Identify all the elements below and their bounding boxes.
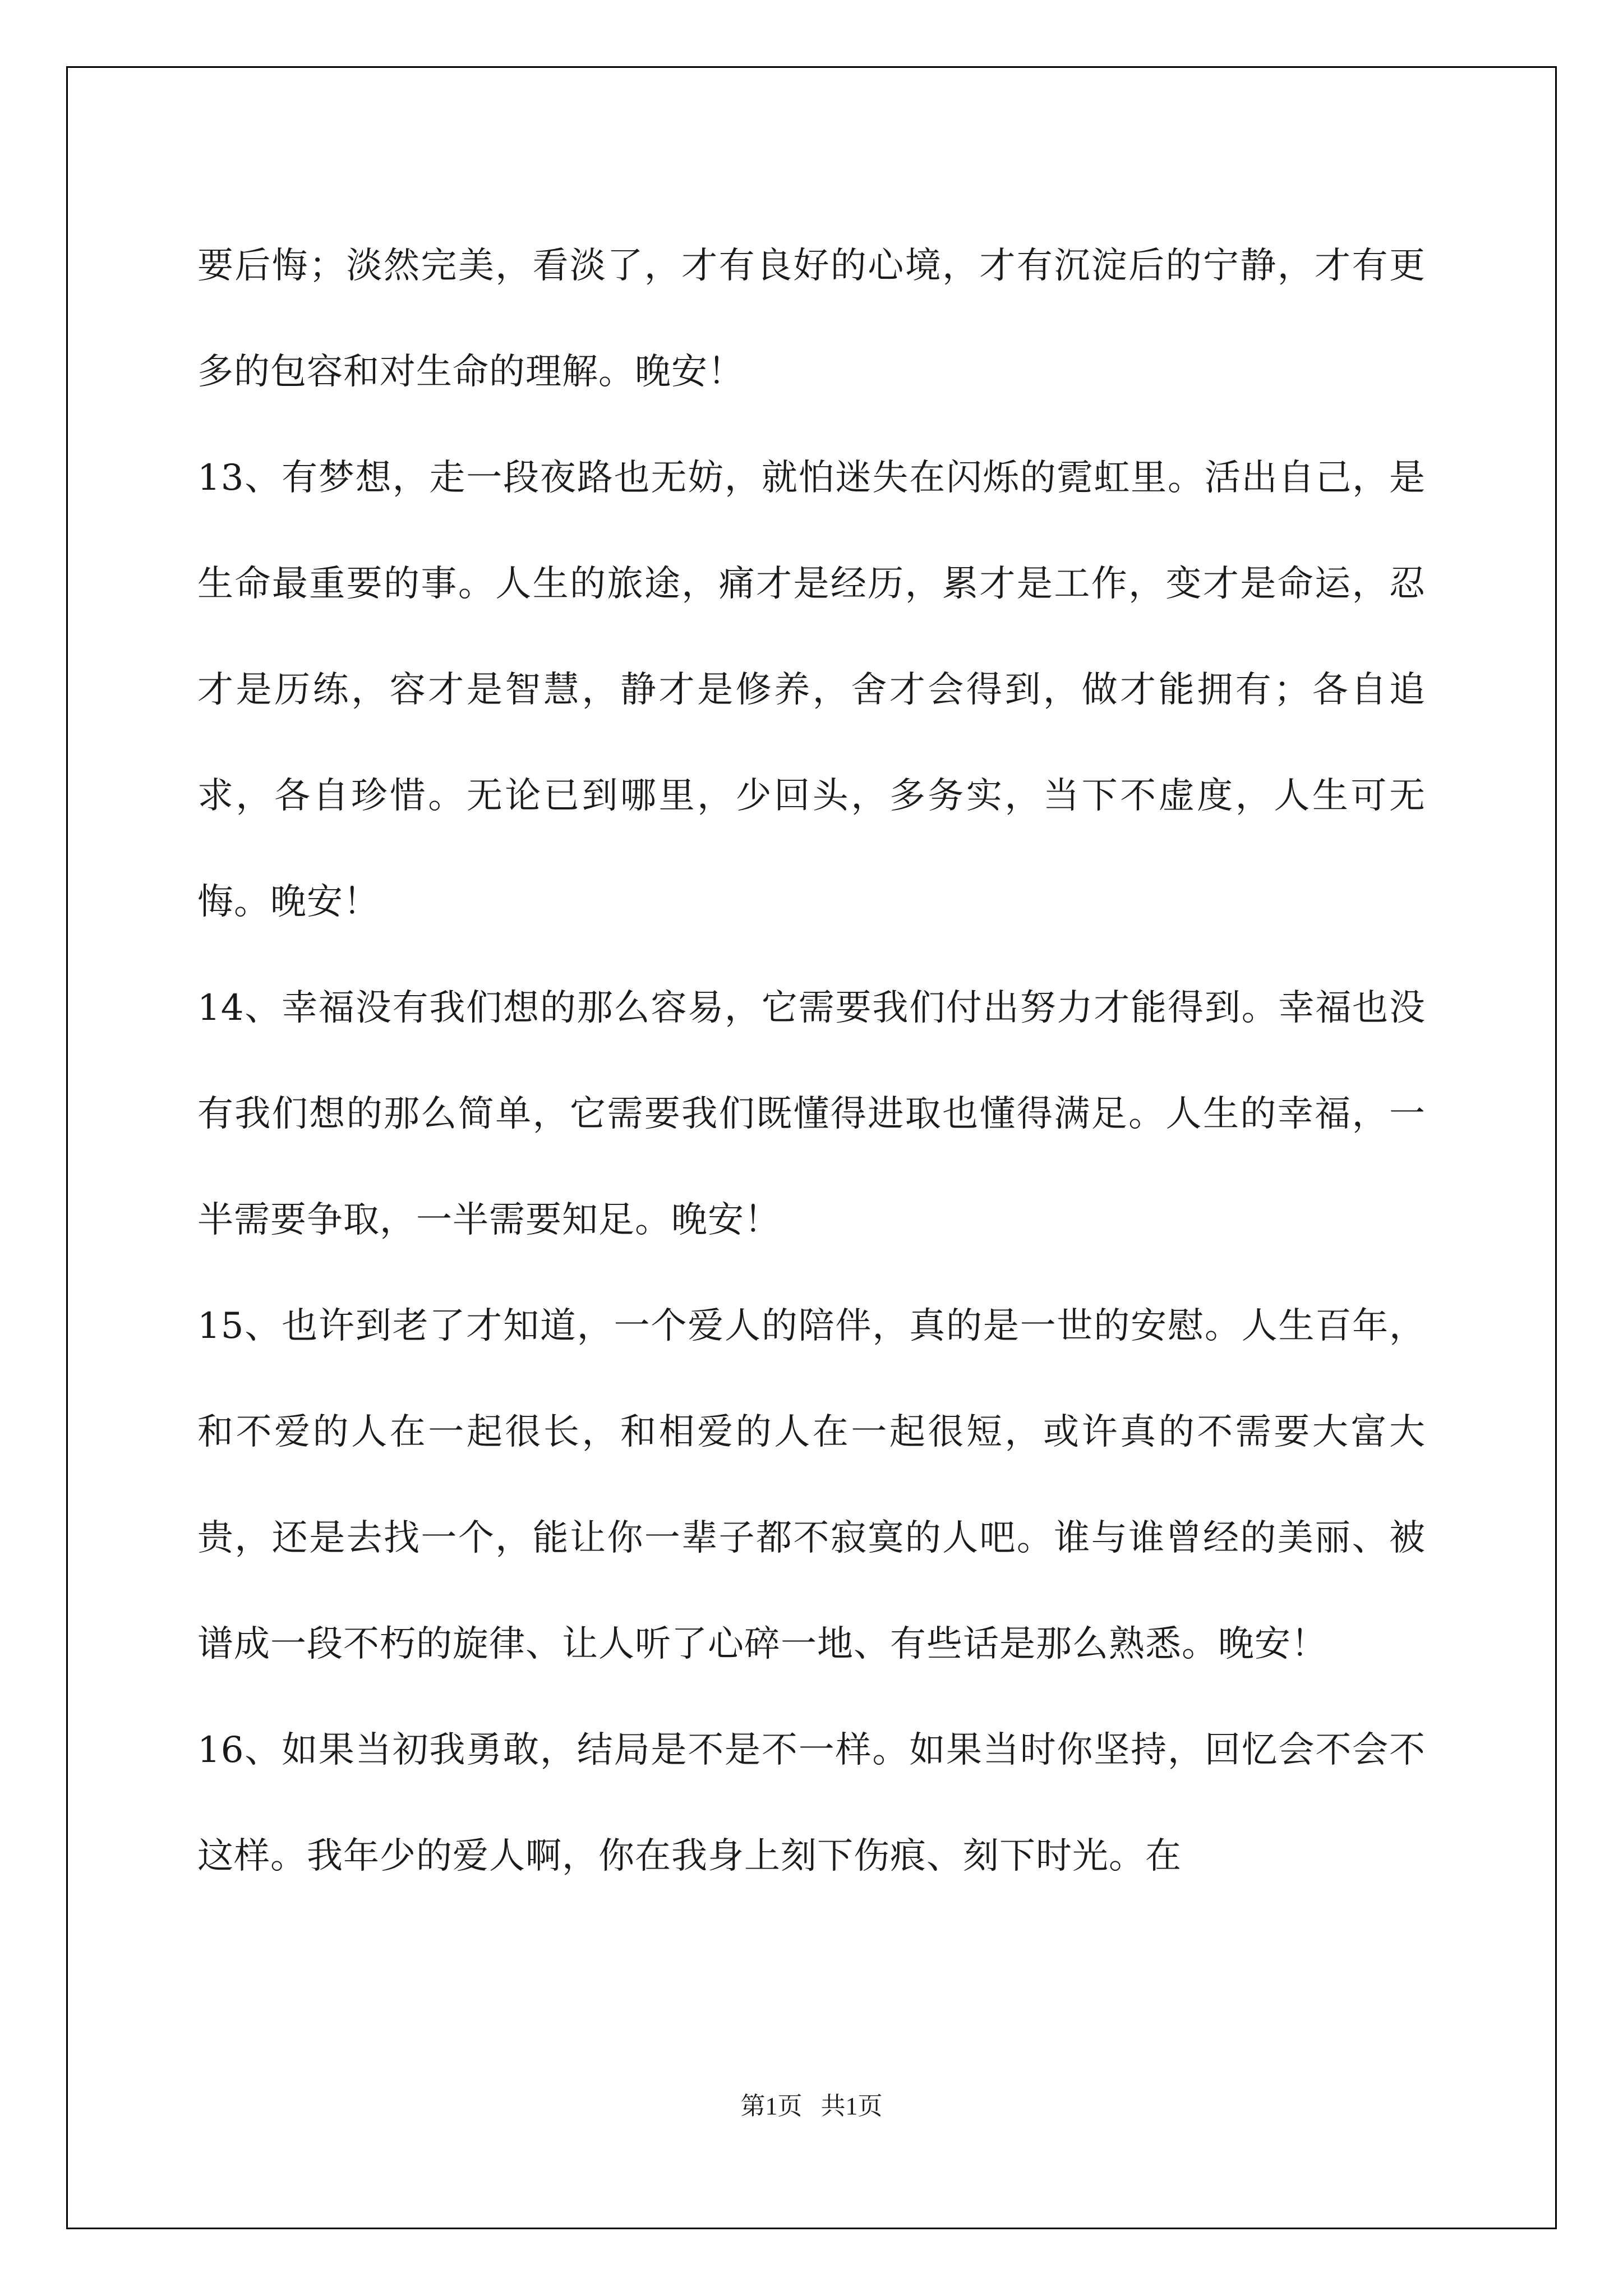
document-body <box>197 213 1426 1910</box>
paragraph-12-ending: 要后悔；淡然完美，看淡了，才有良好的心境，才有沉淀后的宁静，才有更多的包容和对生命的理解。晚安！ <box>197 245 1426 393</box>
paragraph-13: 13、有梦想，走一段夜路也无妨，就怕迷失在闪烁的霓虹里。活出自己，是生命最重要的事。人生的旅途，痛才是经历，累才是工作，变才是命运，忍才是历练，容才是智慧，静才是修养，舍才会得到，做才能拥有；各自追求，各自珍惜。无论已到哪里，少回头，多务实，当下不虚度，人生可无悔。晚安！ <box>197 457 1426 923</box>
page-footer: 第1页 共1页 <box>740 2092 883 2120</box>
paragraph-16: 16、如果当初我勇敢，结局是不是不一样。如果当时你坚持，回忆会不会不这样。我年少的爱人啊，你在我身上刻下伤痕、刻下时光。在 <box>197 1729 1426 1877</box>
paragraph-15: 15、也许到老了才知道，一个爱人的陪伴，真的是一世的安慰。人生百年，和不爱的人在一起很长，和相爱的人在一起很短，或许真的不需要大富大贵，还是去找一个，能让你一辈子都不寂寞的人吧。谁与谁曾经的美丽、被谱成一段不朽的旋律、让人听了心碎一地、有些话是那么熟悉。晚安！ <box>197 1305 1426 1665</box>
paragraph-14: 14、幸福没有我们想的那么容易，它需要我们付出努力才能得到。幸福也没有我们想的那么简单，它需要我们既懂得进取也懂得满足。人生的幸福，一半需要争取，一半需要知足。晚安！ <box>197 987 1426 1241</box>
